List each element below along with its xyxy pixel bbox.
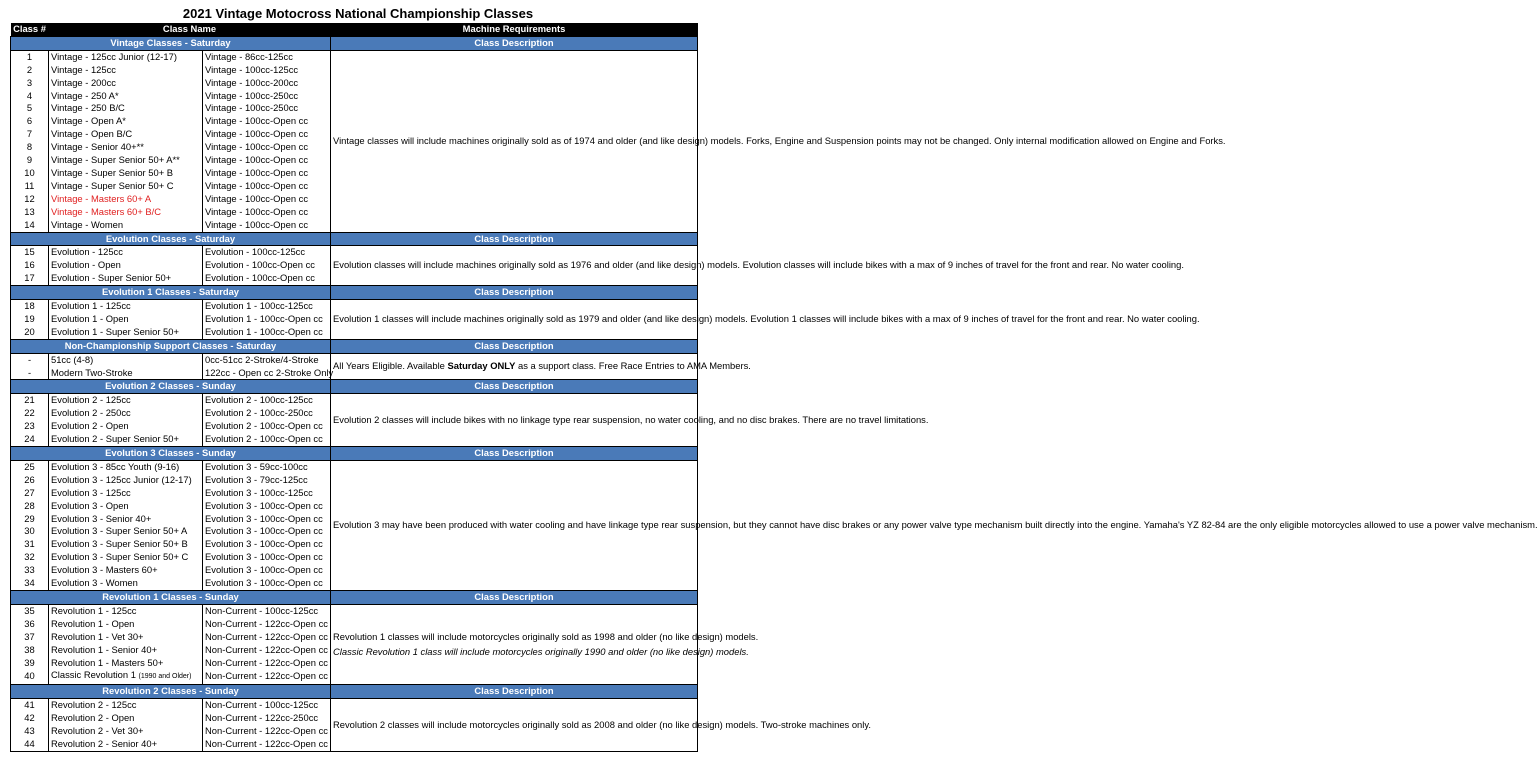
displacement: Evolution - 100cc-Open cc: [203, 259, 331, 272]
class-name: [49, 50, 203, 63]
class-name-text: Evolution 1 - Super Senior 50+: [51, 325, 179, 337]
class-description: [331, 353, 751, 380]
class-name-text: Revolution 2 - Open: [51, 712, 135, 724]
section-description-label: Class Description: [331, 685, 698, 699]
class-name-text: Vintage - 250 B/C: [51, 102, 125, 114]
class-description: [331, 604, 759, 684]
class-number: 2: [11, 64, 49, 77]
class-number: 32: [11, 551, 49, 564]
class-name: [49, 525, 203, 538]
class-number: 41: [11, 699, 49, 712]
description-text: Evolution 3 may have been produced with water cooling and have linkage type rear suspension, but they cannot have disc brakes or any power valve type mechanism built directly into the engine. Yamaha's YZ 82-84 are the only eligible motorcycles allowed to use a power valve mechanism.: [333, 518, 1538, 530]
class-name-text: Vintage - 200cc: [51, 76, 116, 88]
class-number: -: [11, 367, 49, 380]
class-description: [331, 50, 1226, 232]
displacement: Evolution 1 - 100cc-Open cc: [203, 326, 331, 339]
displacement: Non-Current - 122cc-Open cc: [203, 618, 331, 631]
displacement: Evolution 2 - 100cc-250cc: [203, 407, 331, 420]
class-name: [49, 657, 203, 670]
description-text: Revolution 2 classes will include motorcycles originally sold as 2008 and older (no like design) models. Two-stroke machines only.: [333, 718, 871, 730]
class-name: [49, 326, 203, 339]
displacement: Evolution 2 - 100cc-125cc: [203, 394, 331, 407]
class-name-text: Evolution 2 - 250cc: [51, 407, 131, 419]
displacement: Vintage - 100cc-250cc: [203, 90, 331, 103]
table-row: [11, 50, 698, 63]
class-name: [49, 618, 203, 631]
class-name: [49, 272, 203, 285]
class-number: 35: [11, 604, 49, 617]
class-number: 8: [11, 141, 49, 154]
class-name: [49, 538, 203, 551]
displacement: Non-Current - 122cc-Open cc: [203, 725, 331, 738]
class-name: [49, 193, 203, 206]
section-header-row: [11, 590, 698, 604]
class-name-text: Evolution 1 - Open: [51, 312, 129, 324]
displacement: Evolution 3 - 100cc-Open cc: [203, 551, 331, 564]
class-name-text: Evolution - Open: [51, 259, 121, 271]
class-number: 24: [11, 433, 49, 446]
section-header-row: [11, 447, 698, 461]
class-name-text: Evolution 3 - Masters 60+: [51, 564, 158, 576]
displacement: Evolution 2 - 100cc-Open cc: [203, 433, 331, 446]
displacement: Evolution - 100cc-125cc: [203, 246, 331, 259]
displacement: Vintage - 100cc-Open cc: [203, 219, 331, 232]
class-name: [49, 167, 203, 180]
displacement: Evolution - 100cc-Open cc: [203, 272, 331, 285]
class-name-text: Revolution 2 - Senior 40+: [51, 737, 158, 749]
class-number: 11: [11, 180, 49, 193]
displacement: Non-Current - 122cc-Open cc: [203, 631, 331, 644]
class-number: 4: [11, 90, 49, 103]
class-name-text: Evolution 3 - 125cc: [51, 486, 131, 498]
class-name-text: Vintage - 250 A*: [51, 89, 119, 101]
class-name: [49, 206, 203, 219]
class-name: [49, 500, 203, 513]
class-name-text: Evolution 2 - Super Senior 50+: [51, 433, 179, 445]
section-title: Vintage Classes - Saturday: [11, 36, 331, 50]
class-name-text: Evolution 2 - Open: [51, 420, 129, 432]
class-name: [49, 644, 203, 657]
description-text: Evolution 1 classes will include machines originally sold as 1979 and older (and like design) models. Evolution 1 classes will include bikes with a max of 9 inches of travel for the front and rear. No water cooling.: [333, 312, 1200, 324]
section-description-label: Class Description: [331, 380, 698, 394]
class-name-text: Evolution 1 - 125cc: [51, 300, 131, 312]
class-name-text: Revolution 1 - Senior 40+: [51, 643, 158, 655]
class-name: [49, 631, 203, 644]
class-number: 18: [11, 300, 49, 313]
class-number: 25: [11, 460, 49, 473]
class-name-text: Evolution 3 - Open: [51, 499, 129, 511]
class-number: 13: [11, 206, 49, 219]
class-name: [49, 313, 203, 326]
class-name: [49, 433, 203, 446]
displacement: Vintage - 100cc-200cc: [203, 77, 331, 90]
displacement: Vintage - 100cc-250cc: [203, 102, 331, 115]
section-title: Revolution 1 Classes - Sunday: [11, 590, 331, 604]
displacement: Evolution 3 - 100cc-Open cc: [203, 577, 331, 590]
displacement: Non-Current - 122cc-250cc: [203, 712, 331, 725]
displacement: Non-Current - 100cc-125cc: [203, 699, 331, 712]
class-name: [49, 407, 203, 420]
class-name-text: Revolution 1 - Open: [51, 617, 135, 629]
displacement: Non-Current - 100cc-125cc: [203, 604, 331, 617]
table-row: [11, 604, 698, 617]
class-number: 10: [11, 167, 49, 180]
class-name-text: 51cc (4-8): [51, 353, 94, 365]
class-description: [331, 460, 1538, 590]
section-header-row: [11, 380, 698, 394]
description-italic: Classic Revolution 1 class will include motorcycles originally 1990 and older (no like design) models.: [333, 645, 749, 657]
class-name-text: Revolution 1 - Vet 30+: [51, 630, 144, 642]
class-name: [49, 551, 203, 564]
class-name-text: Vintage - Senior 40+**: [51, 141, 144, 153]
displacement: Evolution 3 - 100cc-Open cc: [203, 500, 331, 513]
table-header-row: [11, 23, 698, 36]
class-number: 28: [11, 500, 49, 513]
class-number: 23: [11, 420, 49, 433]
section-description-label: Class Description: [331, 590, 698, 604]
class-name: [49, 367, 203, 380]
class-number: 14: [11, 219, 49, 232]
class-name: [49, 460, 203, 473]
section-title: Evolution 1 Classes - Saturday: [11, 286, 331, 300]
class-name-text: Vintage - Super Senior 50+ A**: [51, 154, 180, 166]
displacement: Evolution 3 - 100cc-Open cc: [203, 525, 331, 538]
class-name: [49, 577, 203, 590]
class-number: 43: [11, 725, 49, 738]
class-name-text: Revolution 2 - Vet 30+: [51, 725, 144, 737]
class-number: 33: [11, 564, 49, 577]
class-name: [49, 102, 203, 115]
description-text: All Years Eligible. Available: [333, 360, 448, 372]
section-title: Evolution 2 Classes - Sunday: [11, 380, 331, 394]
class-name: [49, 487, 203, 500]
classes-table: [10, 23, 1538, 752]
displacement: Vintage - 86cc-125cc: [203, 50, 331, 63]
displacement: Non-Current - 122cc-Open cc: [203, 657, 331, 670]
class-name-text: Evolution 3 - Super Senior 50+ B: [51, 538, 188, 550]
section-title: Evolution 3 Classes - Sunday: [11, 447, 331, 461]
header-class-number: Class #: [11, 23, 49, 36]
class-number: 27: [11, 487, 49, 500]
displacement: Vintage - 100cc-Open cc: [203, 167, 331, 180]
description-text: Evolution classes will include machines originally sold as 1976 and older (and like design) models. Evolution classes will include bikes with a max of 9 inches of travel for the front and rear. No water cooling.: [333, 259, 1184, 271]
section-header-row: [11, 685, 698, 699]
class-name-text: Vintage - 125cc: [51, 63, 116, 75]
class-number: 12: [11, 193, 49, 206]
class-name-text: Vintage - Open A*: [51, 115, 126, 127]
class-name-text: Evolution 3 - 85cc Youth (9-16): [51, 460, 180, 472]
class-number: 16: [11, 259, 49, 272]
class-name: [49, 564, 203, 577]
class-name: [49, 513, 203, 526]
class-name-text: Vintage - Super Senior 50+ B: [51, 166, 174, 178]
class-name-text: Evolution 3 - 125cc Junior (12-17): [51, 473, 192, 485]
section-description-label: Class Description: [331, 339, 698, 353]
class-number: 15: [11, 246, 49, 259]
class-number: 36: [11, 618, 49, 631]
class-number: 37: [11, 631, 49, 644]
class-number: 9: [11, 154, 49, 167]
table-row: [11, 353, 698, 366]
displacement: Evolution 3 - 100cc-Open cc: [203, 564, 331, 577]
displacement: Vintage - 100cc-Open cc: [203, 193, 331, 206]
displacement: Evolution 3 - 100cc-Open cc: [203, 513, 331, 526]
displacement: Non-Current - 122cc-Open cc: [203, 644, 331, 657]
class-name-text: Evolution - Super Senior 50+: [51, 272, 172, 284]
class-name-text: Evolution 3 - Super Senior 50+ C: [51, 551, 189, 563]
class-name: [49, 725, 203, 738]
class-number: 3: [11, 77, 49, 90]
class-number: 40: [11, 669, 49, 684]
class-description: [331, 699, 871, 752]
class-name: [49, 669, 203, 684]
section-description-label: Class Description: [331, 232, 698, 246]
class-number: 31: [11, 538, 49, 551]
header-machine-requirements: Machine Requirements: [331, 23, 698, 36]
class-description: [331, 300, 1200, 340]
class-name-text: Classic Revolution 1: [51, 669, 136, 681]
table-row: [11, 300, 698, 313]
class-number: 5: [11, 102, 49, 115]
class-name: [49, 699, 203, 712]
table-row: [11, 246, 698, 259]
class-number: 22: [11, 407, 49, 420]
table-row: [11, 699, 698, 712]
displacement: Evolution 3 - 79cc-125cc: [203, 474, 331, 487]
header-class-name: Class Name: [49, 23, 331, 36]
class-name: [49, 154, 203, 167]
displacement: Evolution 3 - 59cc-100cc: [203, 460, 331, 473]
description-text: Evolution 2 classes will include bikes with no linkage type rear suspension, no water cooling, and no disc brakes. There are no travel limitations.: [333, 413, 929, 425]
class-number: 30: [11, 525, 49, 538]
class-name: [49, 394, 203, 407]
displacement: Evolution 1 - 100cc-Open cc: [203, 313, 331, 326]
class-name: [49, 128, 203, 141]
class-name: [49, 77, 203, 90]
class-name-text: Vintage - Open B/C: [51, 128, 133, 140]
class-name: [49, 604, 203, 617]
class-name-text: Vintage - 125cc Junior (12-17): [51, 50, 177, 62]
class-number: 42: [11, 712, 49, 725]
section-description-label: Class Description: [331, 36, 698, 50]
section-title: Evolution Classes - Saturday: [11, 232, 331, 246]
class-name-text: Modern Two-Stroke: [51, 366, 133, 378]
displacement: Vintage - 100cc-Open cc: [203, 115, 331, 128]
class-name-text: Revolution 1 - Masters 50+: [51, 656, 164, 668]
section-description-label: Class Description: [331, 286, 698, 300]
displacement: Evolution 2 - 100cc-Open cc: [203, 420, 331, 433]
class-name-text: Evolution 3 - Women: [51, 577, 138, 589]
class-name-text: Vintage - Masters 60+ A: [51, 192, 152, 204]
displacement: Non-Current - 122cc-Open cc: [203, 669, 331, 684]
class-description: [331, 246, 1184, 286]
description-text-end: as a support class. Free Race Entries to AMA Members.: [515, 360, 751, 372]
class-name: [49, 90, 203, 103]
displacement: Vintage - 100cc-Open cc: [203, 128, 331, 141]
class-name-text: Vintage - Women: [51, 218, 124, 230]
class-name-text: Vintage - Super Senior 50+ C: [51, 179, 174, 191]
class-name: [49, 300, 203, 313]
class-name: [49, 246, 203, 259]
table-row: [11, 394, 698, 407]
displacement: Vintage - 100cc-Open cc: [203, 180, 331, 193]
displacement: Evolution 3 - 100cc-125cc: [203, 487, 331, 500]
class-name-text: Revolution 2 - 125cc: [51, 699, 137, 711]
class-number: 21: [11, 394, 49, 407]
page-title: 2021 Vintage Motocross National Championship Classes: [182, 6, 534, 21]
displacement: Vintage - 100cc-Open cc: [203, 206, 331, 219]
displacement: Evolution 1 - 100cc-125cc: [203, 300, 331, 313]
description-text: Revolution 1 classes will include motorcycles originally sold as 1998 and older (no like design) models.: [333, 630, 759, 642]
displacement: Non-Current - 122cc-Open cc: [203, 738, 331, 751]
section-title: Revolution 2 Classes - Sunday: [11, 685, 331, 699]
class-number: 6: [11, 115, 49, 128]
class-name-text: Evolution 2 - 125cc: [51, 394, 131, 406]
class-number: 26: [11, 474, 49, 487]
class-number: 38: [11, 644, 49, 657]
class-number: 34: [11, 577, 49, 590]
class-number: -: [11, 353, 49, 366]
description-text: Vintage classes will include machines originally sold as of 1974 and older (and like design) models. Forks, Engine and Suspension points may not be changed. Only internal modification allowed on Engine and Forks.: [333, 134, 1226, 146]
displacement: 122cc - Open cc 2-Stroke Only: [203, 367, 331, 380]
displacement: Evolution 3 - 100cc-Open cc: [203, 538, 331, 551]
class-number: 17: [11, 272, 49, 285]
displacement: Vintage - 100cc-Open cc: [203, 141, 331, 154]
displacement: 0cc-51cc 2-Stroke/4-Stroke: [203, 353, 331, 366]
section-header-row: [11, 339, 698, 353]
class-name-note: (1990 and Older): [138, 673, 192, 681]
class-name: [49, 115, 203, 128]
class-number: 19: [11, 313, 49, 326]
class-name: [49, 738, 203, 751]
class-name: [49, 474, 203, 487]
class-number: 29: [11, 513, 49, 526]
class-name-text: Evolution 3 - Super Senior 50+ A: [51, 525, 188, 537]
class-number: 44: [11, 738, 49, 751]
class-name-text: Evolution - 125cc: [51, 246, 123, 258]
class-name: [49, 420, 203, 433]
table-row: [11, 460, 698, 473]
section-header-row: [11, 232, 698, 246]
class-description: [331, 394, 929, 447]
class-number: 7: [11, 128, 49, 141]
displacement: Vintage - 100cc-Open cc: [203, 154, 331, 167]
class-number: 39: [11, 657, 49, 670]
section-title: Non-Championship Support Classes - Saturday: [11, 339, 331, 353]
class-name: [49, 141, 203, 154]
displacement: Vintage - 100cc-125cc: [203, 64, 331, 77]
class-name: [49, 353, 203, 366]
class-name-text: Vintage - Masters 60+ B/C: [51, 205, 162, 217]
section-header-row: [11, 286, 698, 300]
class-name-text: Evolution 3 - Senior 40+: [51, 512, 152, 524]
class-name: [49, 712, 203, 725]
class-name: [49, 219, 203, 232]
section-header-row: [11, 36, 698, 50]
section-description-label: Class Description: [331, 447, 698, 461]
class-number: 1: [11, 50, 49, 63]
description-bold: Saturday ONLY: [447, 360, 516, 372]
class-name: [49, 259, 203, 272]
class-name: [49, 180, 203, 193]
class-name-text: Revolution 1 - 125cc: [51, 604, 137, 616]
class-name: [49, 64, 203, 77]
class-number: 20: [11, 326, 49, 339]
